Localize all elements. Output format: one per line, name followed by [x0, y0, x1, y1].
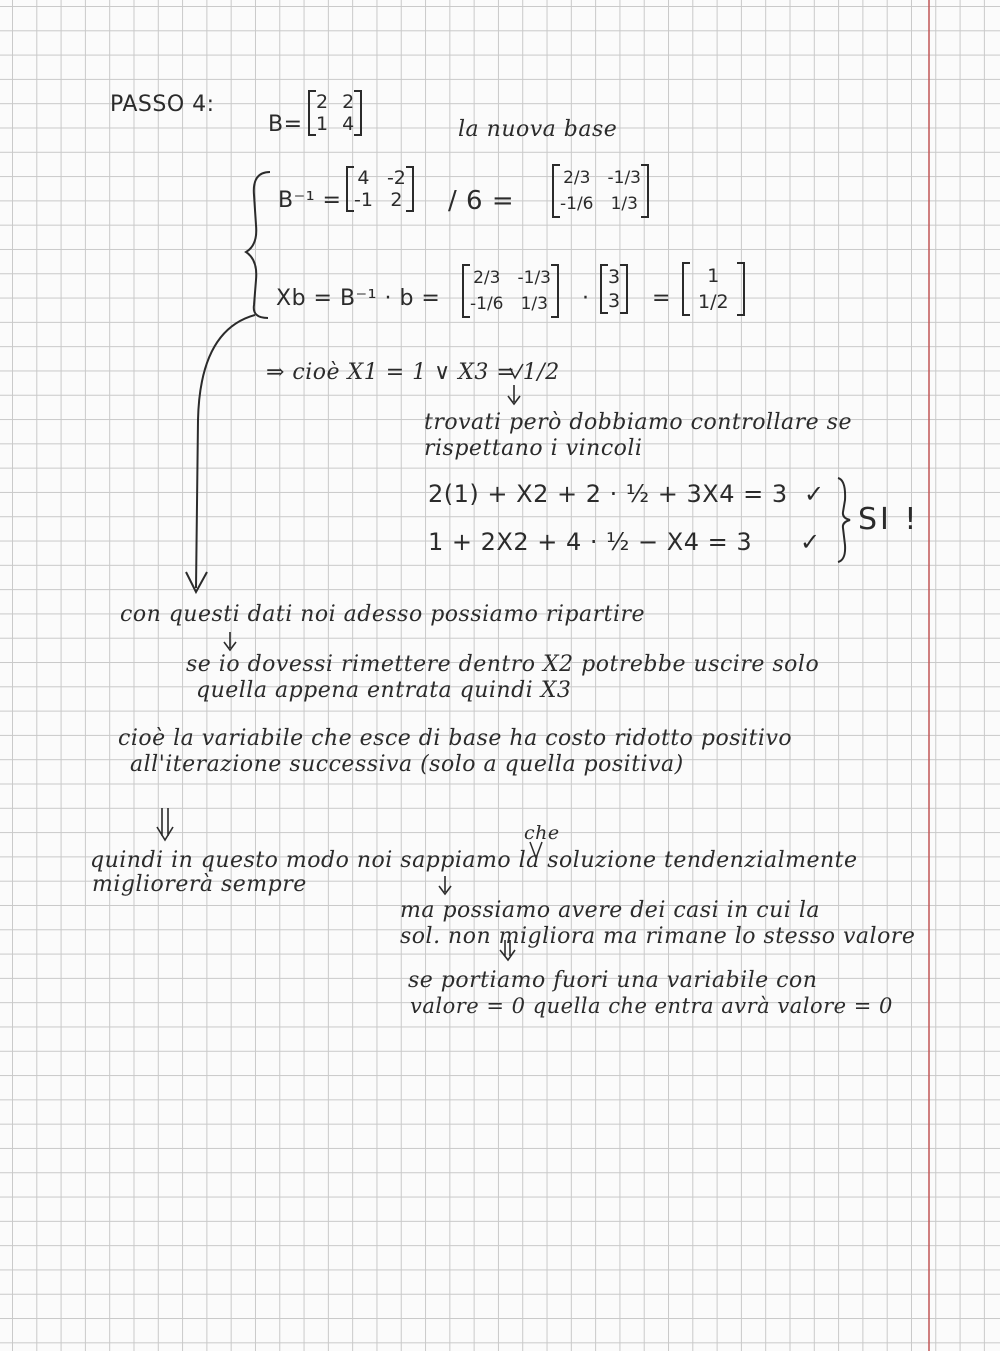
- long-arrow: [196, 315, 255, 588]
- xb-result-cell: 1/2: [698, 291, 729, 313]
- xb-label: Xb = B⁻¹ · b =: [276, 286, 441, 311]
- b-matrix-cell: 2: [316, 91, 329, 113]
- note-line-7: migliorerà sempre: [92, 872, 307, 897]
- xb-inverse-cell: -1/3: [517, 268, 551, 288]
- note-line-3: quella appena entrata quindi X3: [196, 678, 572, 703]
- note-line-2: se io dovessi rimettere dentro X2 potrebbe uscire solo: [186, 652, 820, 677]
- new-base-note: la nuova base: [458, 117, 618, 142]
- adj-matrix: [346, 166, 414, 212]
- inverse-result-cell: 1/3: [610, 194, 638, 214]
- si-brace: [838, 478, 850, 562]
- adj-matrix-cell: -2: [386, 167, 406, 189]
- note-line-8: ma possiamo avere dei casi in cui la: [400, 898, 820, 923]
- b-vector-cell: 3: [608, 266, 621, 288]
- b-matrix: [308, 90, 362, 136]
- xb-inverse-cell: 2/3: [473, 268, 501, 288]
- xb-result-cell: 1: [707, 265, 720, 287]
- note-line-5: all'iterazione successiva (solo a quella positiva): [130, 752, 684, 777]
- b-matrix-cell: 1: [316, 113, 329, 135]
- adj-matrix-cell: 2: [390, 189, 403, 211]
- b-vector-cell: 3: [608, 290, 621, 312]
- note-line-1: con questi dati noi adesso possiamo ripartire: [120, 602, 646, 627]
- b-matrix-cell: 4: [342, 113, 355, 135]
- b-vector: [600, 264, 628, 314]
- arrow-double-left: [157, 808, 173, 840]
- note-line-10: se portiamo fuori una variabile con: [408, 968, 818, 993]
- check-mark-2: ✓: [800, 528, 821, 556]
- xb-result-vector: [682, 262, 745, 316]
- inverse-result-cell: -1/3: [607, 168, 641, 188]
- note-line-6-insert: che: [524, 822, 560, 844]
- inverse-result-cell: 2/3: [563, 168, 591, 188]
- check-mark-1: ✓: [804, 480, 825, 508]
- adj-matrix-cell: 4: [357, 167, 370, 189]
- inverse-label: B⁻¹ =: [278, 188, 342, 213]
- divide-by-six: / 6 =: [448, 186, 515, 216]
- xb-inverse-matrix: [462, 264, 559, 318]
- conclusion-line: ⇒ cioè X1 = 1 ∨ X3 = 1/2: [266, 360, 560, 385]
- b-label: B=: [268, 112, 303, 137]
- check-intro-1: trovati però dobbiamo controllare se: [424, 410, 852, 435]
- note-line-9: sol. non migliora ma rimane lo stesso valore: [400, 924, 916, 949]
- arrow-down-1: [508, 385, 520, 404]
- check-intro-2: rispettano i vincoli: [424, 436, 643, 461]
- constraint-2: 1 + 2X2 + 4 · ½ − X4 = 3: [428, 528, 753, 556]
- xb-inverse-cell: 1/3: [520, 294, 548, 314]
- xb-inverse-cell: -1/6: [470, 294, 504, 314]
- arrow-down-2: [224, 632, 236, 650]
- inverse-result-matrix: [552, 164, 649, 218]
- note-line-4: cioè la variabile che esce di base ha costo ridotto positivo: [118, 726, 793, 751]
- xb-equals: =: [652, 286, 671, 311]
- adj-matrix-cell: -1: [354, 189, 373, 211]
- note-line-11: valore = 0 quella che entra avrà valore = 0: [410, 994, 893, 1018]
- arrow-down-3: [439, 876, 451, 894]
- xb-dot: ·: [582, 286, 590, 311]
- note-line-6: quindi in questo modo noi sappiamo la soluzione tendenzialmente: [90, 848, 858, 873]
- constraint-1: 2(1) + X2 + 2 · ½ + 3X4 = 3: [428, 480, 788, 508]
- answer-si: SI !: [858, 502, 920, 537]
- b-matrix-cell: 2: [342, 91, 355, 113]
- system-brace: [246, 172, 270, 318]
- inverse-result-cell: -1/6: [560, 194, 594, 214]
- step-heading: PASSO 4:: [110, 92, 215, 117]
